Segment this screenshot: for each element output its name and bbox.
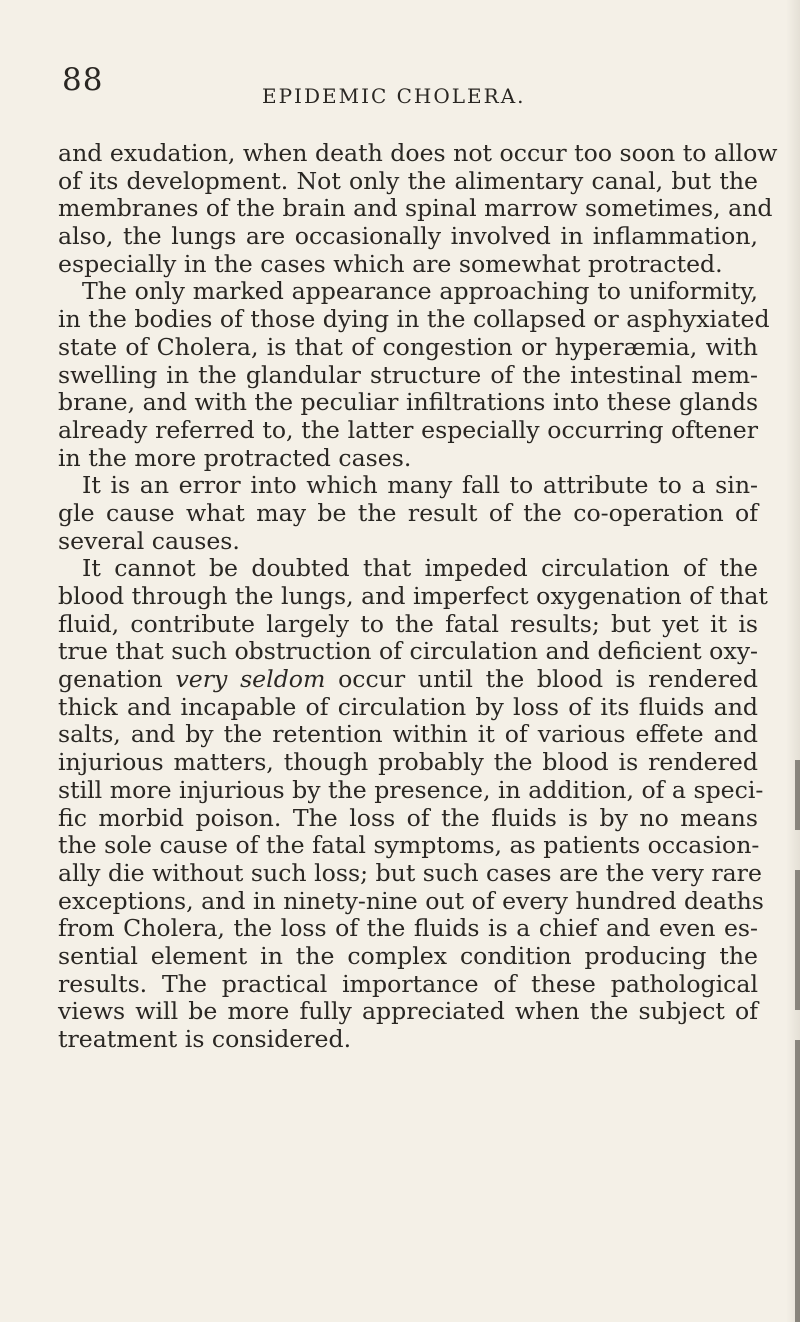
text-run: occur until the blood is rendered	[325, 665, 758, 694]
page-edge-mark	[795, 760, 800, 830]
text-line: blood through the lungs, and imperfect oxygenation of that	[58, 582, 768, 610]
text-line: the sole cause of the fatal symptoms, as patients occasion-	[58, 831, 760, 860]
page-edge-mark	[795, 870, 800, 1010]
text-line: salts, and by the retention within it of various effete and	[58, 720, 758, 749]
page-edge-mark	[795, 1040, 800, 1322]
text-line: also, the lungs are occasionally involved in inflammation,	[58, 222, 758, 251]
text-line: swelling in the glandular structure of the intestinal mem-	[58, 360, 758, 389]
text-line: fic morbid poison. The loss of the fluids is by no means	[58, 803, 758, 832]
body-text	[58, 139, 778, 1054]
text-line: and exudation, when death does not occur too soon to allow	[58, 139, 778, 167]
text-line: sential element in the complex condition producing the	[58, 941, 758, 970]
page-number: 88	[62, 62, 104, 98]
text-line	[58, 666, 758, 694]
text-line: several causes.	[58, 526, 240, 555]
text-line: already referred to, the latter especially occurring oftener	[58, 415, 758, 444]
text-line: state of Cholera, is that of congestion or hyperæmia, with	[58, 332, 758, 361]
text-line: The only marked appearance approaching to uniformity,	[82, 277, 758, 306]
text-line: membranes of the brain and spinal marrow sometimes, and	[58, 194, 773, 223]
text-line: in the bodies of those dying in the collapsed or asphyxiated	[58, 305, 770, 334]
text-line: treatment is considered.	[58, 1025, 352, 1053]
text-line: thick and incapable of circulation by loss of its fluids and	[58, 692, 758, 721]
text-line: results. The practical importance of these pathological	[58, 969, 758, 998]
text-line: especially in the cases which are somewhat protracted.	[58, 249, 723, 278]
text-line: true that such obstruction of circulation and deficient oxy-	[58, 637, 758, 666]
text-line: gle cause what may be the result of the co-operation of	[58, 498, 758, 527]
text-line: ally die without such loss; but such cases are the very rare	[58, 858, 762, 887]
text-line: in the more protracted cases.	[58, 443, 412, 472]
italic-emphasis: very seldom	[175, 665, 326, 694]
text-line: brane, and with the peculiar infiltrations into these glands	[58, 388, 759, 417]
text-line: exceptions, and in ninety-nine out of every hundred deaths	[58, 886, 764, 915]
text-line: views will be more fully appreciated when the subject of	[58, 997, 758, 1026]
text-line: It is an error into which many fall to attribute to a sin-	[82, 471, 758, 500]
text-line: fluid, contribute largely to the fatal results; but yet it is	[58, 609, 758, 638]
running-head: EPIDEMIC CHOLERA.	[262, 84, 526, 108]
text-line: of its development. Not only the alimentary canal, but the	[58, 166, 758, 195]
text-line: from Cholera, the loss of the fluids is a chief and even es-	[58, 914, 758, 943]
text-line: injurious matters, though probably the blood is rendered	[58, 748, 758, 777]
text-line: It cannot be doubted that impeded circulation of the	[82, 554, 758, 583]
text-line: still more injurious by the presence, in addition, of a speci-	[58, 775, 764, 804]
text-run: genation	[58, 665, 176, 694]
